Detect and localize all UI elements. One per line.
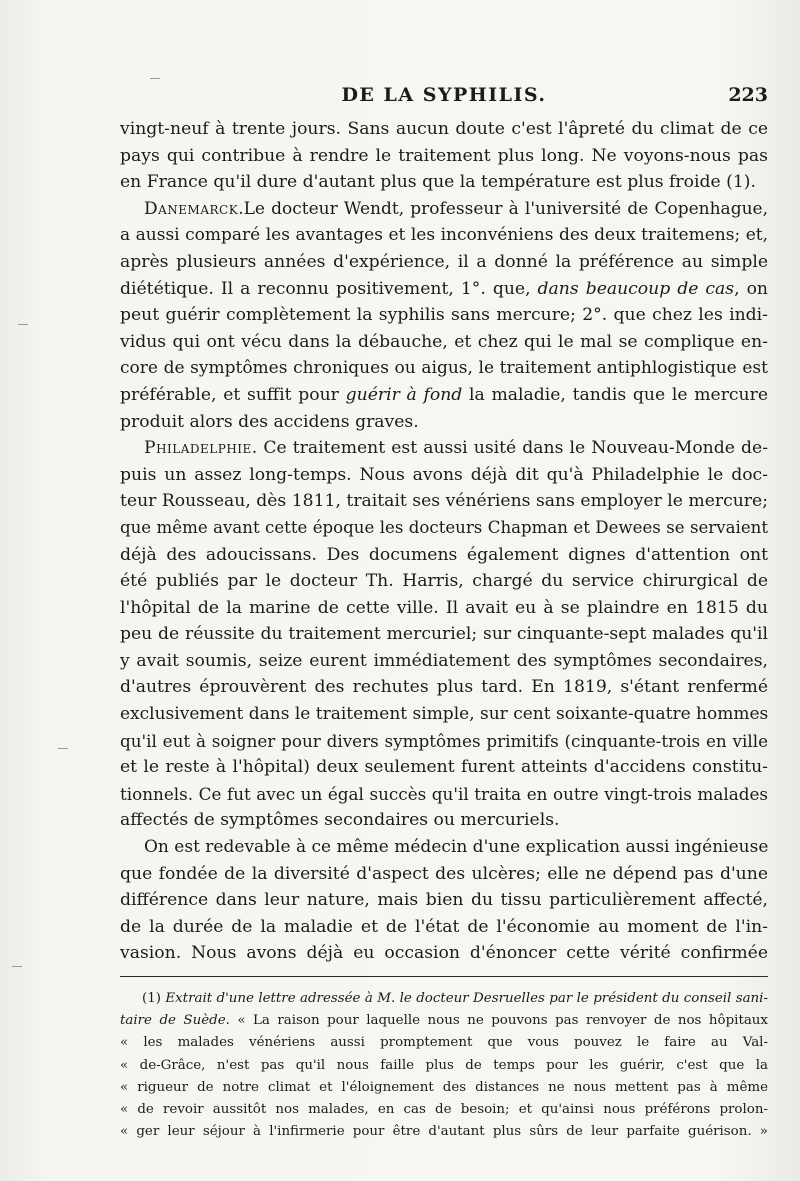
footnote-line: « ger leur séjour à l'infirmerie pour être d'autant plus sûrs de leur parfaite guérison. »: [120, 1124, 768, 1140]
footnote-line: « de-Grâce, n'est pas qu'il nous faille plus de temps pour les guérir, c'est que la: [120, 1057, 768, 1073]
footnote-line: [120, 988, 768, 1010]
footnote-line: « les malades vénériens aussi promptement que vous pouvez le faire au Val-: [120, 1035, 768, 1051]
italic-phrase: dans beaucoup de cas: [537, 278, 735, 299]
text-line: y avait soumis, seize eurent immédiatement des symptômes secondaires,: [120, 650, 768, 671]
text-line: a aussi comparé les avantages et les inconvéniens des deux traitemens; et,: [120, 225, 768, 246]
text-line: pays qui contribue à rendre le traitement plus long. Ne voyons-nous pas: [120, 145, 768, 166]
page-header: [120, 84, 768, 112]
text-line: affectés de symptômes secondaires ou mercuriels.: [120, 810, 560, 831]
text-line: vasion. Nous avons déjà eu occasion d'énoncer cette vérité confirmée: [120, 943, 768, 964]
text-fragment: .Le docteur Wendt, professeur à l'université de Copenhague,: [238, 198, 768, 219]
page-number: 223: [728, 84, 768, 106]
footnote-divider: [120, 976, 768, 977]
text-fragment: diététique. Il a reconnu positivement, 1°. que,: [120, 278, 538, 299]
text-line: l'hôpital de la marine de cette ville. Il avait eu à se plaindre en 1815 du: [120, 597, 768, 618]
text-line: puis un assez long-temps. Nous avons déjà dit qu'à Philadelphie le doc-: [120, 464, 768, 485]
text-line: [120, 276, 768, 303]
page-blemish: [12, 966, 22, 967]
text-line: produit alors des accidens graves.: [120, 411, 419, 432]
text-line: que fondée de la diversité d'aspect des ulcères; elle ne dépend pas d'une: [120, 863, 768, 884]
page-blemish: [150, 78, 160, 79]
text-line: [120, 196, 768, 223]
text-line: [120, 382, 768, 409]
section-heading-danemarck: Danemarck: [144, 198, 239, 219]
text-line: différence dans leur nature, mais bien du tissu particulièrement affecté,: [120, 890, 768, 911]
page-blemish: [18, 324, 28, 325]
text-fragment: . Ce traitement est aussi usité dans le Nouveau-Monde de-: [251, 438, 768, 459]
text-line: en France qu'il dure d'autant plus que la température est plus froide (1).: [120, 172, 756, 193]
text-line: que même avant cette époque les docteurs Chapman et Dewees se servaient: [120, 517, 768, 537]
text-line: d'autres éprouvèrent des rechutes plus tard. En 1819, s'étant renfermé: [120, 677, 768, 698]
italic-phrase: guérir à fond: [345, 384, 463, 405]
text-line: tionnels. Ce fut avec un égal succès qu'il traita en outre vingt-trois malades: [120, 783, 768, 804]
text-line: qu'il eut à soigner pour divers symptômes primitifs (cinquante-trois en ville: [120, 730, 768, 751]
footnote-marker: (1): [142, 991, 166, 1006]
text-line: après plusieurs années d'expérience, il a donné la préférence au simple: [120, 251, 768, 272]
text-fragment: , on: [734, 278, 768, 299]
text-line: teur Rousseau, dès 1811, traitait ses vénériens sans employer le mercure;: [120, 491, 768, 512]
text-line: vingt-neuf à trente jours. Sans aucun doute c'est l'âpreté du climat de ce: [120, 119, 768, 139]
italic-phrase: taire de Suède.: [120, 1013, 230, 1029]
text-line: core de symptômes chroniques ou aigus, le traitement antiphlogistique est: [120, 358, 768, 379]
text-line: et le reste à l'hôpital) deux seulement furent atteints d'accidens constitu-: [120, 757, 768, 778]
text-line: exclusivement dans le traitement simple, sur cent soixante-quatre hommes: [120, 704, 769, 725]
text-line: peut guérir complètement la syphilis sans mercure; 2°. que chez les indi-: [120, 305, 768, 326]
body-text: [120, 116, 768, 967]
footnote-line: « de revoir aussitôt nos malades, en cas de besoin; et qu'ainsi nous préférons prolon-: [120, 1102, 768, 1118]
text-line: déjà des adoucissans. Des documens également dignes d'attention ont: [120, 544, 768, 565]
footnote: [120, 988, 768, 1143]
text-line: de la durée de la maladie et de l'état de l'économie au moment de l'in-: [120, 916, 768, 937]
running-title: DE LA SYPHILIS.: [341, 84, 547, 106]
text-fragment: préférable, et suffit pour: [120, 384, 346, 405]
section-heading-philadelphie: Philadelphie: [144, 438, 252, 459]
italic-phrase: Extrait d'une lettre adressée à M. le docteur Desruelles par le président du conseil sani-: [165, 991, 768, 1006]
page-blemish: [58, 748, 68, 749]
text-fragment: la maladie, tandis que le mercure: [462, 384, 768, 405]
footnote-line: [120, 1010, 768, 1032]
text-line: [120, 435, 768, 462]
text-line: vidus qui ont vécu dans la débauche, et chez qui le mal se complique en-: [120, 331, 768, 352]
text-line: été publiés par le docteur Th. Harris, chargé du service chirurgical de: [120, 571, 768, 592]
text-fragment: « La raison pour laquelle nous ne pouvons pas renvoyer de nos hôpitaux: [229, 1013, 768, 1029]
text-line: peu de réussite du traitement mercuriel; sur cinquante-sept malades qu'il: [120, 624, 768, 645]
footnote-line: « rigueur de notre climat et l'éloignement des distances ne nous mettent pas à même: [120, 1079, 768, 1095]
text-line: On est redevable à ce même médecin d'une explication aussi ingénieuse: [144, 837, 769, 858]
